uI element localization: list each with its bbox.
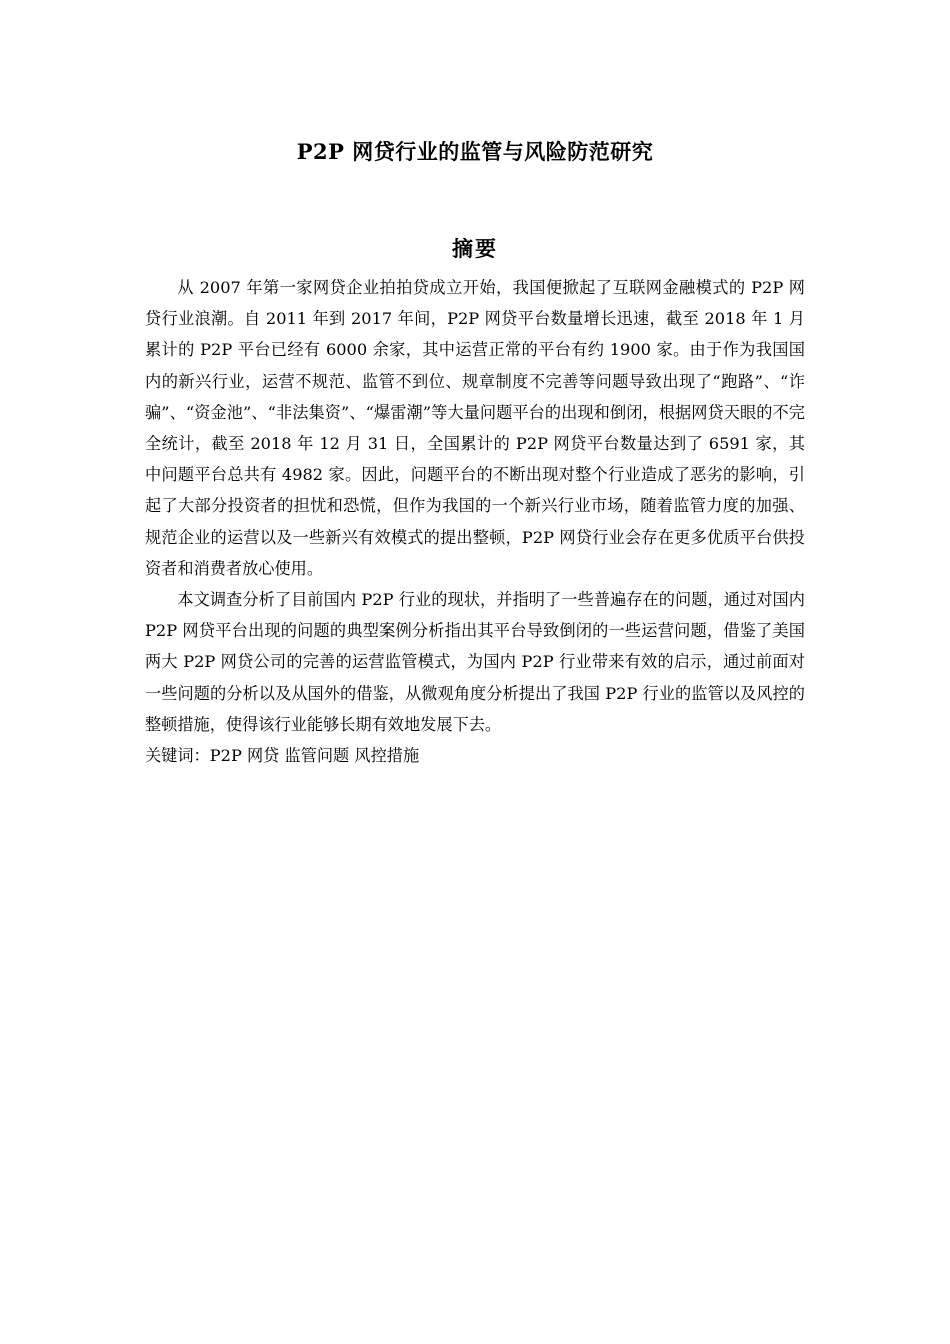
abstract-paragraph-1: 从 2007 年第一家网贷企业拍拍贷成立开始，我国便掀起了互联网金融模式的 P2P 网贷行业浪潮。自 2011 年到 2017 年间，P2P 网贷平台数量增长迅速，截至 2018 年 1 月累计的 P2P 平台已经有 6000 余家，其中运营正常的平台有约 1900 家。由于作为我国国内的新兴行业，运营不规范、监管不到位、规章制度不完善等问题导致出现了“跑路”、“诈骗”、“资金池”、“非法集资”、“爆雷潮”等大量问题平台的出现和倒闭，根据网贷天眼的不完全统计，截至 2018 年 12 月 31 日，全国累计的 P2P 网贷平台数量达到了 6591 家，其中问题平台总共有 4982 家。因此，问题平台的不断出现对整个行业造成了恶劣的影响，引起了大部分投资者的担忧和恐慌，但作为我国的一个新兴行业市场，随着监管力度的加强、规范企业的运营以及一些新兴有效模式的提出整顿，P2P 网贷行业会存在更多优质平台供投资者和消费者放心使用。 <box>145 278 805 578</box>
abstract-heading: 摘要 <box>452 236 498 261</box>
abstract-paragraph-2: 本文调查分析了目前国内 P2P 行业的现状，并指明了一些普遍存在的问题，通过对国内 P2P 网贷平台出现的问题的典型案例分析指出其平台导致倒闭的一些运营问题，借鉴了美国两大 P2P 网贷公司的完善的运营监管模式，为国内 P2P 行业带来有效的启示，通过前面对一些问题的分析以及从国外的借鉴，从微观角度分析提出了我国 P2P 行业的监管以及风控的整顿措施，使得该行业能够长期有效地发展下去。 <box>145 590 805 734</box>
document-title: P2P 网贷行业的监管与风险防范研究 <box>296 139 654 164</box>
keywords-line: 关键词：P2P 网贷 监管问题 风控措施 <box>145 746 420 766</box>
abstract-body <box>145 272 805 771</box>
